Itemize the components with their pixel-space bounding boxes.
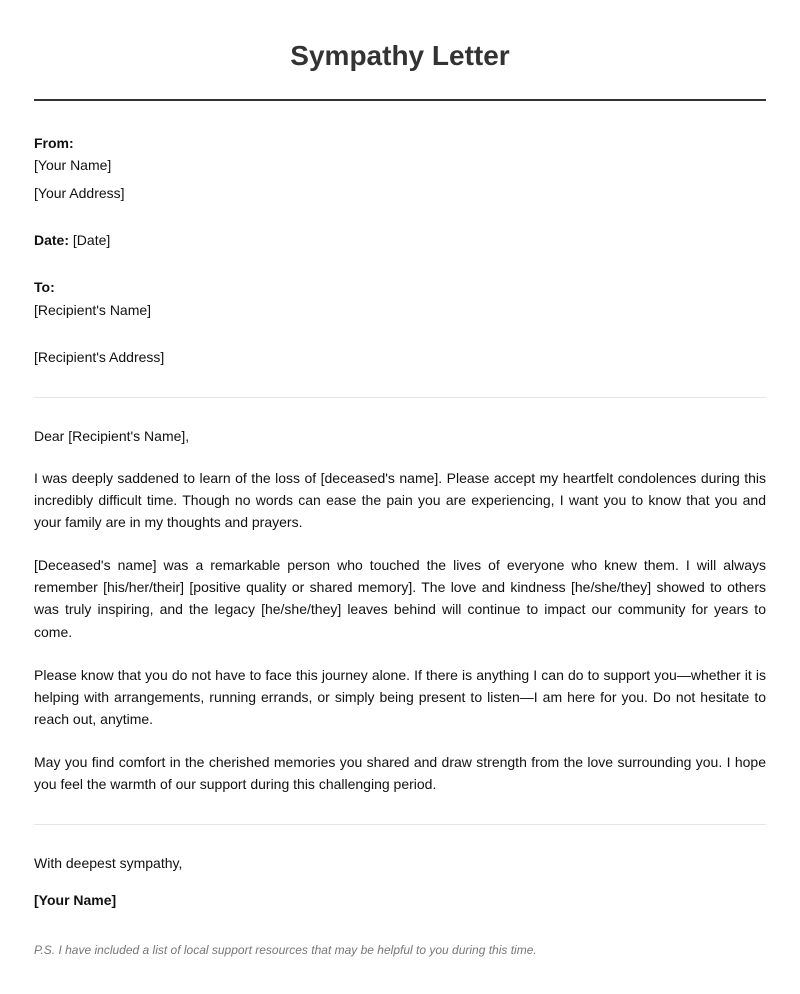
date-value: [Date] [72,232,111,248]
signature-name: [Your Name] [34,892,117,908]
page-title: Sympathy Letter [290,40,510,71]
sender-address: [Your Address] [34,185,125,201]
header-divider [34,397,766,398]
body-paragraph-3: Please know that you do not have to face this journey alone. If there is anything I can do to support you—whether it is helping with arrangements, running errands, or simply being present to listen—I am here for you. Do not hesitate to reach out, anytime. [34,667,766,728]
date-label: Date: [34,232,70,248]
title-divider [34,99,766,101]
sender-name: [Your Name] [34,157,112,173]
salutation: Dear [Recipient's Name], [34,428,190,444]
to-label: To: [34,279,55,295]
from-label: From: [34,135,74,151]
date-line [34,230,766,250]
body-paragraph-4: May you find comfort in the cherished memories you shared and draw strength from the love surrounding you. I hope you feel the warmth of our support during this challenging period. [34,754,766,793]
closing: With deepest sympathy, [34,855,183,871]
closing-divider [34,824,766,825]
recipient-address: [Recipient's Address] [34,349,165,365]
postscript: P.S. I have included a list of local support resources that may be helpful to you during this time. [34,943,537,957]
body-paragraph-1: I was deeply saddened to learn of the loss of [deceased's name]. Please accept my heartfelt condolences during this incredibly difficult time. Though no words can ease the pain you are experiencing, I want you to know that you and your family are in my thoughts and prayers. [34,470,766,531]
recipient-name: [Recipient's Name] [34,302,152,318]
body-paragraph-2: [Deceased's name] was a remarkable person who touched the lives of everyone who knew them. I will always remember [his/her/their] [positive quality or shared memory]. The love and kindness [he/she/they] showed to others was truly inspiring, and the legacy [he/she/they] leaves behind will continue to impact our community for years to come. [34,557,766,640]
